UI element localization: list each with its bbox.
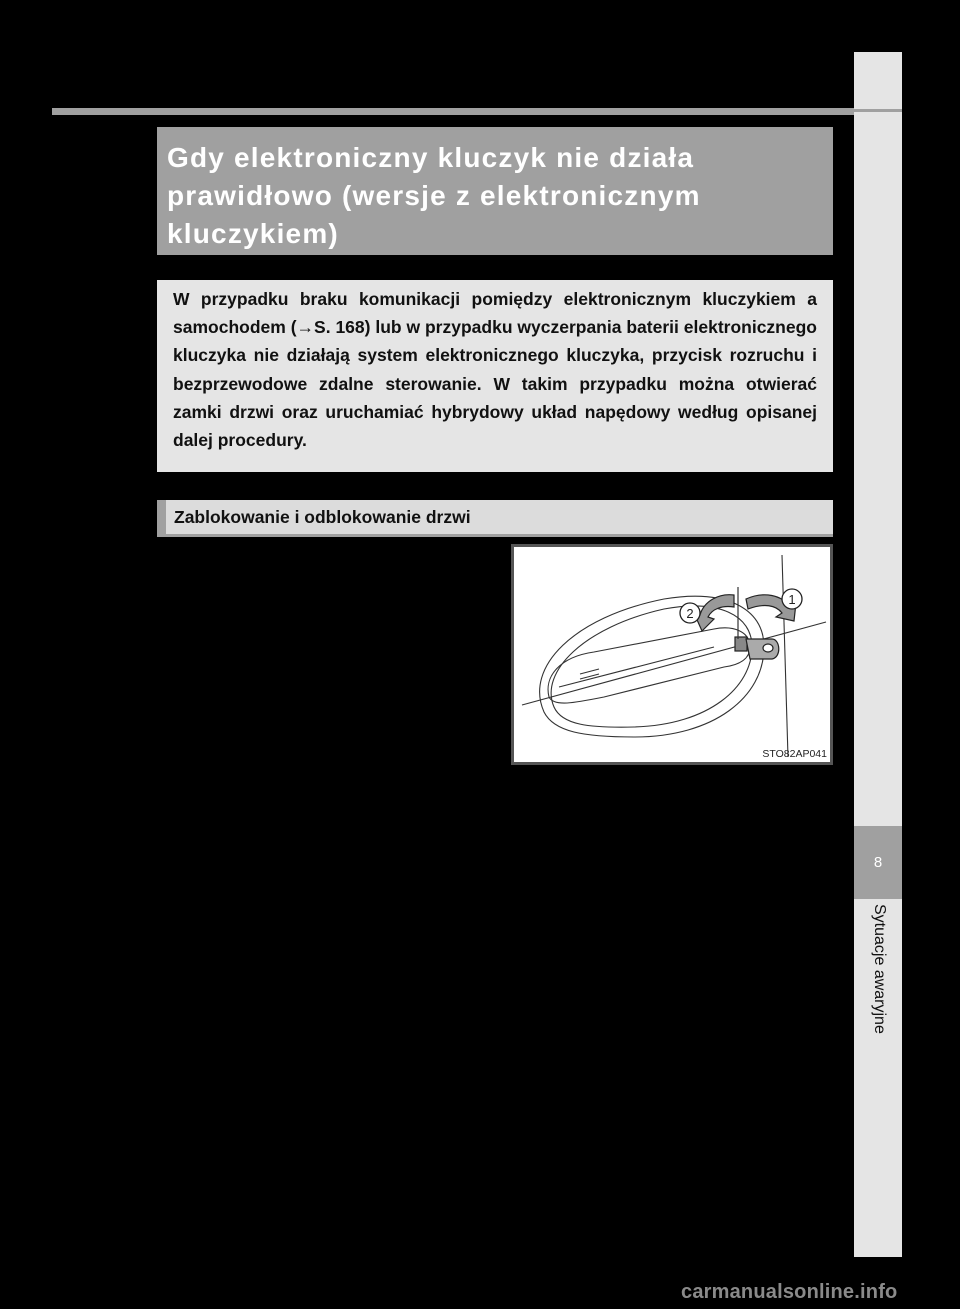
- chapter-number: 8: [873, 854, 883, 871]
- door-handle-key-icon: [514, 547, 830, 762]
- callout-2: 2: [686, 606, 694, 621]
- callout-1: 1: [788, 592, 796, 607]
- chapter-number-tab[interactable]: [854, 826, 902, 899]
- intro-box: [157, 280, 833, 472]
- chapter-sidebar: [854, 52, 902, 1257]
- chapter-title: Sytuacje awaryjne: [871, 904, 888, 1034]
- section-title-box: [157, 127, 833, 255]
- figure-code: STO82AP041: [762, 748, 827, 760]
- subheading: Zablokowanie i odblokowanie drzwi: [174, 506, 471, 527]
- intro-text: W przypadku braku komunikacji pomiędzy elektronicznym kluczykiem a samochodem (→S. 168) lub w przypadku wyczerpania baterii elektronicznego kluczyka nie działają system elektronicznego kluczyka, przycisk rozruchu i bezprzewodowe zdalne sterowanie. W takim przypadku można otwierać zamki drzwi oraz uruchamiać hybrydowy układ napędowy według opisanej dalej procedury.: [173, 289, 817, 451]
- door-handle-illustration: [511, 544, 833, 765]
- watermark[interactable]: carmanualsonline.info: [681, 1281, 898, 1303]
- section-title: Gdy elektroniczny kluczyk nie działa prawidłowo (wersje z elektronicznym kluczykiem): [167, 142, 701, 249]
- chapter-title-vertical[interactable]: [854, 900, 902, 1160]
- sidebar-rule: [854, 109, 902, 112]
- subheading-box: [157, 500, 833, 537]
- header-rule: [52, 108, 854, 115]
